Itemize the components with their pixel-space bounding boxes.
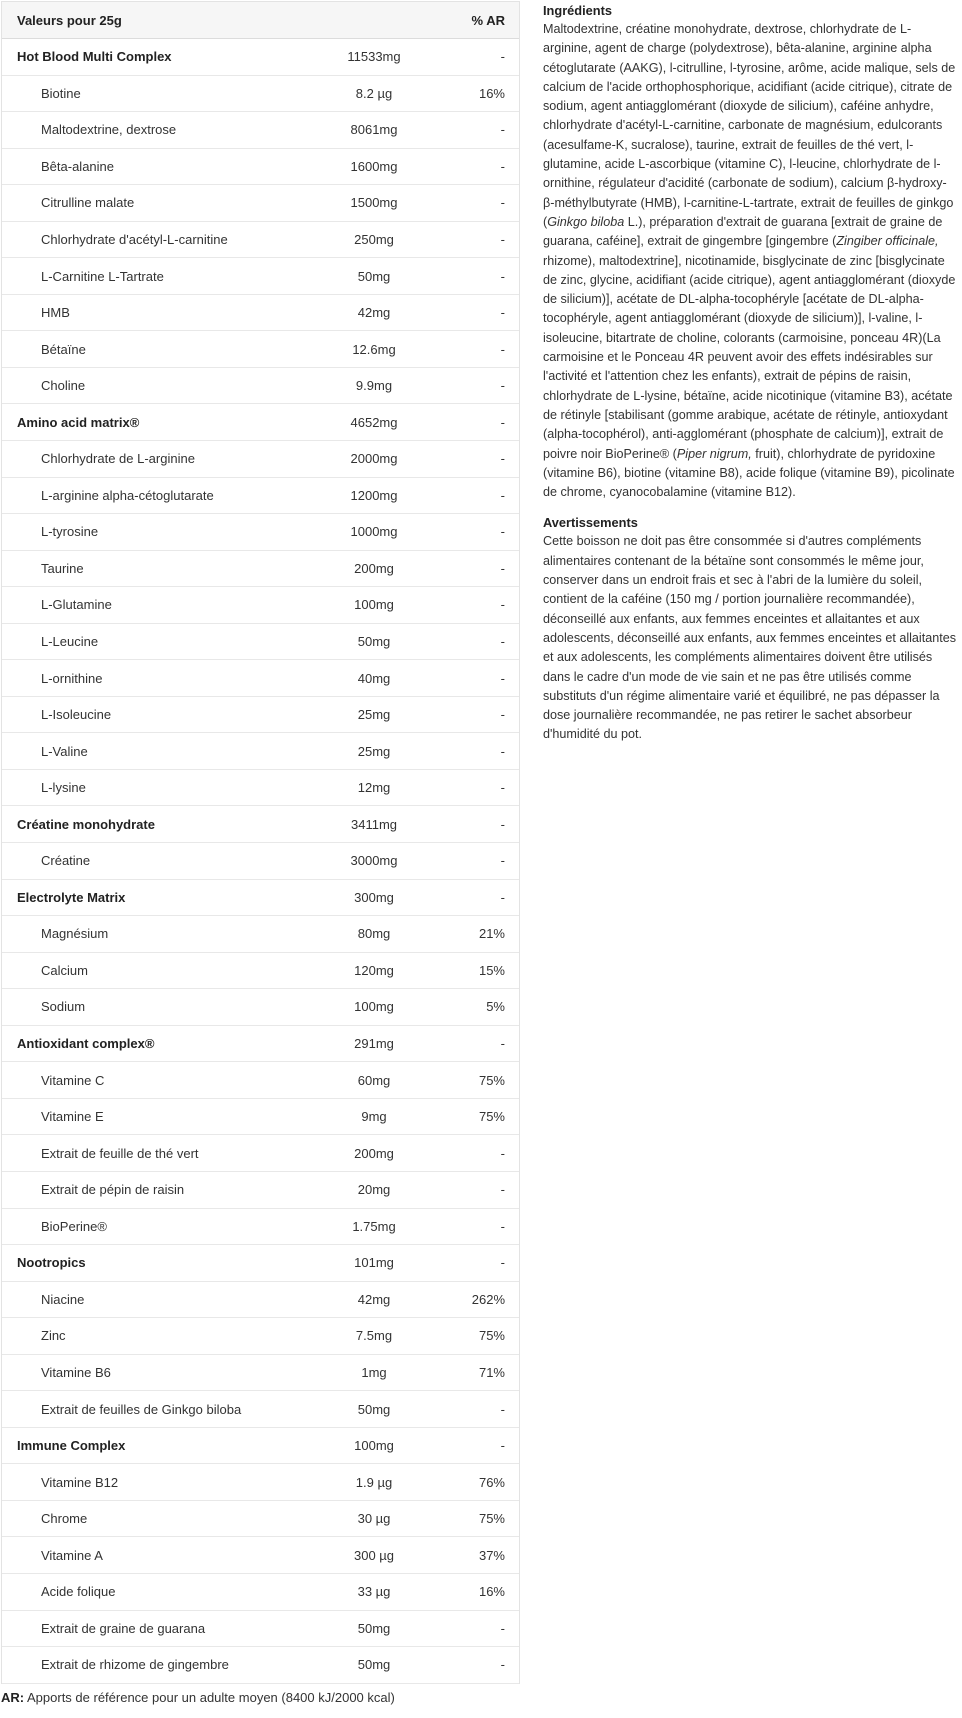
nutrient-reference-intake: - bbox=[439, 1610, 519, 1647]
nutrient-reference-intake: - bbox=[439, 148, 519, 185]
nutrient-name: L-arginine alpha-cétoglutarate bbox=[2, 477, 309, 514]
nutrient-reference-intake: - bbox=[439, 1427, 519, 1464]
ingredient-text-segment: fruit), chlorhydrate de pyridoxine (vitamine B6), biotine (vitamine B8), acide folique (vitamine B9), picolinate de chrome, cyanocobalamine (vitamine B12). bbox=[543, 446, 955, 500]
nutrient-amount: 25mg bbox=[309, 733, 439, 770]
nutrient-amount: 8061mg bbox=[309, 112, 439, 149]
nutrient-reference-intake: 16% bbox=[439, 1573, 519, 1610]
nutrient-reference-intake: - bbox=[439, 514, 519, 551]
table-row bbox=[2, 367, 519, 404]
nutrient-amount: 120mg bbox=[309, 952, 439, 989]
nutrient-amount: 200mg bbox=[309, 550, 439, 587]
table-row bbox=[2, 294, 519, 331]
table-row bbox=[2, 1464, 519, 1501]
nutrient-reference-intake: - bbox=[439, 623, 519, 660]
nutrient-name: Bêta-alanine bbox=[2, 148, 309, 185]
nutrient-amount: 12.6mg bbox=[309, 331, 439, 368]
nutrient-reference-intake: - bbox=[439, 660, 519, 697]
nutrient-name: Immune Complex bbox=[2, 1427, 309, 1464]
nutrient-reference-intake: - bbox=[439, 404, 519, 441]
nutrient-amount: 11533mg bbox=[309, 39, 439, 76]
nutrient-amount: 100mg bbox=[309, 989, 439, 1026]
warnings-section bbox=[543, 513, 958, 744]
table-header-row bbox=[2, 2, 519, 39]
nutrient-reference-intake: - bbox=[439, 733, 519, 770]
nutrient-amount: 50mg bbox=[309, 1391, 439, 1428]
nutrient-name: Extrait de pépin de raisin bbox=[2, 1171, 309, 1208]
table-group-row bbox=[2, 1025, 519, 1062]
nutrient-amount: 1500mg bbox=[309, 185, 439, 222]
nutrient-name: L-tyrosine bbox=[2, 514, 309, 551]
nutrient-name: Bétaïne bbox=[2, 331, 309, 368]
nutrient-reference-intake: 15% bbox=[439, 952, 519, 989]
table-row bbox=[2, 1098, 519, 1135]
nutrient-amount: 100mg bbox=[309, 1427, 439, 1464]
nutrient-amount: 40mg bbox=[309, 660, 439, 697]
nutrient-amount: 9.9mg bbox=[309, 367, 439, 404]
nutrient-amount: 50mg bbox=[309, 623, 439, 660]
table-row bbox=[2, 185, 519, 222]
table-row bbox=[2, 660, 519, 697]
nutrient-name: Extrait de feuilles de Ginkgo biloba bbox=[2, 1391, 309, 1428]
table-row bbox=[2, 1573, 519, 1610]
table-row bbox=[2, 112, 519, 149]
nutrient-name: Amino acid matrix® bbox=[2, 404, 309, 441]
table-row bbox=[2, 1610, 519, 1647]
warnings-title: Avertissements bbox=[543, 515, 638, 531]
table-row bbox=[2, 148, 519, 185]
nutrient-reference-intake: - bbox=[439, 1391, 519, 1428]
ingredients-text bbox=[543, 20, 958, 502]
table-row bbox=[2, 623, 519, 660]
nutrient-amount: 50mg bbox=[309, 258, 439, 295]
nutrient-name: Sodium bbox=[2, 989, 309, 1026]
nutrient-name: HMB bbox=[2, 294, 309, 331]
nutrient-amount: 291mg bbox=[309, 1025, 439, 1062]
nutrient-reference-intake: 75% bbox=[439, 1098, 519, 1135]
ingredient-text-segment: L.), préparation d'extrait de guarana [extrait de graine de guarana, caféine], extrait de gingembre [gingembre ( bbox=[543, 214, 943, 249]
header-reference-intake: % AR bbox=[439, 2, 519, 39]
table-group-row bbox=[2, 806, 519, 843]
table-row bbox=[2, 1208, 519, 1245]
nutrient-reference-intake: - bbox=[439, 39, 519, 76]
nutrient-amount: 3411mg bbox=[309, 806, 439, 843]
nutrient-reference-intake: - bbox=[439, 294, 519, 331]
nutrient-amount: 1.9 µg bbox=[309, 1464, 439, 1501]
nutrient-reference-intake: 16% bbox=[439, 75, 519, 112]
nutrient-name: Extrait de feuille de thé vert bbox=[2, 1135, 309, 1172]
nutrient-name: Vitamine C bbox=[2, 1062, 309, 1099]
ingredient-latin-name: Ginkgo biloba bbox=[547, 214, 625, 229]
table-row bbox=[2, 1135, 519, 1172]
nutrient-reference-intake: 21% bbox=[439, 916, 519, 953]
product-info-panel bbox=[543, 1, 958, 745]
nutrient-amount: 42mg bbox=[309, 1281, 439, 1318]
ingredient-latin-name: Piper nigrum, bbox=[676, 446, 752, 461]
nutrient-amount: 100mg bbox=[309, 587, 439, 624]
nutrient-amount: 300mg bbox=[309, 879, 439, 916]
nutrient-name: L-ornithine bbox=[2, 660, 309, 697]
nutrient-name: Maltodextrine, dextrose bbox=[2, 112, 309, 149]
nutrient-name: Créatine bbox=[2, 843, 309, 880]
table-row bbox=[2, 1062, 519, 1099]
nutrient-reference-intake: - bbox=[439, 1647, 519, 1684]
table-row bbox=[2, 733, 519, 770]
table-row bbox=[2, 952, 519, 989]
nutrient-reference-intake: 37% bbox=[439, 1537, 519, 1574]
nutrient-reference-intake: - bbox=[439, 587, 519, 624]
nutrient-reference-intake: - bbox=[439, 112, 519, 149]
nutrient-name: Calcium bbox=[2, 952, 309, 989]
nutrition-table-container bbox=[1, 1, 520, 1684]
nutrient-amount: 60mg bbox=[309, 1062, 439, 1099]
table-row bbox=[2, 843, 519, 880]
nutrient-name: Acide folique bbox=[2, 1573, 309, 1610]
nutrient-amount: 9mg bbox=[309, 1098, 439, 1135]
table-group-row bbox=[2, 1427, 519, 1464]
nutrient-name: Niacine bbox=[2, 1281, 309, 1318]
nutrition-table-body bbox=[2, 39, 519, 1684]
nutrient-name: L-Glutamine bbox=[2, 587, 309, 624]
nutrient-amount: 200mg bbox=[309, 1135, 439, 1172]
warnings-text: Cette boisson ne doit pas être consommée si d'autres compléments alimentaires contenant de la bétaïne sont consommés le même jour, conserver dans un endroit frais et sec à l'abri de la lumière du soleil, contient de la caféine (150 mg / portion journalière recommandée), déconseillé aux enfants, aux femmes enceintes et allaitantes et aux adolescents, déconseillé aux enfants, aux femmes enceintes et allaitantes et aux adolescents, les compléments alimentaires doivent être utilisés dans le cadre d'un mode de vie sain et ne pas être utilisés comme substituts d'un régime alimentaire varié et équilibré, ne pas dépasser la dose journalière recommandée, ne pas retirer le sachet absorbeur d'humidité du pot. bbox=[543, 534, 957, 742]
nutrient-name: Vitamine E bbox=[2, 1098, 309, 1135]
nutrient-name: Chlorhydrate de L-arginine bbox=[2, 441, 309, 478]
nutrient-name: Hot Blood Multi Complex bbox=[2, 39, 309, 76]
nutrient-amount: 42mg bbox=[309, 294, 439, 331]
table-row bbox=[2, 916, 519, 953]
nutrient-amount: 33 µg bbox=[309, 1573, 439, 1610]
ingredients-title: Ingrédients bbox=[543, 3, 612, 18]
nutrient-amount: 250mg bbox=[309, 221, 439, 258]
nutrient-reference-intake: - bbox=[439, 550, 519, 587]
nutrient-name: Extrait de graine de guarana bbox=[2, 1610, 309, 1647]
nutrient-reference-intake: - bbox=[439, 696, 519, 733]
nutrient-reference-intake: - bbox=[439, 1245, 519, 1282]
nutrient-reference-intake: - bbox=[439, 367, 519, 404]
nutrient-name: Citrulline malate bbox=[2, 185, 309, 222]
table-row bbox=[2, 989, 519, 1026]
nutrient-name: L-Isoleucine bbox=[2, 696, 309, 733]
nutrient-reference-intake: - bbox=[439, 879, 519, 916]
header-serving: Valeurs pour 25g bbox=[2, 2, 309, 39]
table-row bbox=[2, 75, 519, 112]
table-row bbox=[2, 1318, 519, 1355]
table-row bbox=[2, 1537, 519, 1574]
nutrient-name: Vitamine B6 bbox=[2, 1354, 309, 1391]
table-group-row bbox=[2, 879, 519, 916]
nutrient-reference-intake: 75% bbox=[439, 1500, 519, 1537]
nutrient-amount: 25mg bbox=[309, 696, 439, 733]
ingredient-text-segment: Maltodextrine, créatine monohydrate, dextrose, chlorhydrate de L-arginine, agent de charge (polydextrose), bêta-alanine, arginine alpha cétoglutarate (AAKG), l-citrulline, l-tyrosine, arôme, acide malique, sels de calcium de l'acide orthophosphorique, acidifiant (acide citrique), citrate de sodium, agent antiagglomérant (dioxyde de silicium), caféine anhydre, chlorhydrate d'acétyl-L-carnitine, carbonate de magnésium, edulcorants (acesulfame-K, sucralose), taurine, extrait de feuilles de thé vert, l-glutamine, acide L-ascorbique (vitamine C), l-leucine, chlorhydrate de l-ornithine, régulateur d'acidité (carbonate de sodium), calcium β-hydroxy-β-méthylbutyrate (HMB), l-carnitine-L-tartrate, extrait de feuilles de ginkgo ( bbox=[543, 22, 956, 229]
footnote-text: Apports de référence pour un adulte moyen (8400 kJ/2000 kcal) bbox=[24, 1690, 395, 1705]
nutrient-reference-intake: - bbox=[439, 185, 519, 222]
nutrient-amount: 12mg bbox=[309, 769, 439, 806]
nutrient-amount: 1600mg bbox=[309, 148, 439, 185]
header-amount bbox=[309, 2, 439, 39]
nutrient-amount: 7.5mg bbox=[309, 1318, 439, 1355]
table-group-row bbox=[2, 39, 519, 76]
nutrient-name: Vitamine A bbox=[2, 1537, 309, 1574]
table-row bbox=[2, 441, 519, 478]
table-row bbox=[2, 477, 519, 514]
nutrient-reference-intake: - bbox=[439, 1025, 519, 1062]
table-row bbox=[2, 258, 519, 295]
nutrient-name: L-Carnitine L-Tartrate bbox=[2, 258, 309, 295]
nutrient-amount: 1000mg bbox=[309, 514, 439, 551]
nutrient-name: L-lysine bbox=[2, 769, 309, 806]
nutrient-reference-intake: - bbox=[439, 331, 519, 368]
nutrient-amount: 80mg bbox=[309, 916, 439, 953]
nutrient-reference-intake: 5% bbox=[439, 989, 519, 1026]
table-group-row bbox=[2, 1245, 519, 1282]
nutrient-reference-intake: - bbox=[439, 769, 519, 806]
nutrient-reference-intake: 76% bbox=[439, 1464, 519, 1501]
nutrient-reference-intake: - bbox=[439, 221, 519, 258]
ingredient-latin-name: Zingiber officinale, bbox=[836, 234, 939, 249]
nutrient-name: Antioxidant complex® bbox=[2, 1025, 309, 1062]
nutrient-name: Vitamine B12 bbox=[2, 1464, 309, 1501]
nutrient-name: Zinc bbox=[2, 1318, 309, 1355]
nutrient-amount: 300 µg bbox=[309, 1537, 439, 1574]
nutrient-reference-intake: 262% bbox=[439, 1281, 519, 1318]
nutrient-reference-intake: - bbox=[439, 1171, 519, 1208]
table-row bbox=[2, 221, 519, 258]
ingredients-section bbox=[543, 1, 958, 502]
table-row bbox=[2, 514, 519, 551]
nutrient-reference-intake: 75% bbox=[439, 1062, 519, 1099]
nutrient-reference-intake: 75% bbox=[439, 1318, 519, 1355]
nutrient-name: Choline bbox=[2, 367, 309, 404]
nutrient-name: Chlorhydrate d'acétyl-L-carnitine bbox=[2, 221, 309, 258]
footnote-label: AR: bbox=[1, 1690, 25, 1705]
table-row bbox=[2, 769, 519, 806]
nutrient-amount: 1200mg bbox=[309, 477, 439, 514]
ingredient-text-segment: rhizome), maltodextrine], nicotinamide, bisglycinate de zinc [bisglycinate de zinc, glycine, acidifiant (acide citrique), agent antiagglomérant (dioxyde de silicium)], acétate de DL-alpha-tocophéryle [acétate de DL-alpha-tocophéryle, agent antiagglomérant (dioxyde de silicium)], l-valine, l-isoleucine, bitartrate de choline, colorants (carmoisine, ponceau 4R)(La carmoisine et le Ponceau 4R peuvent avoir des effets indésirables sur l'activité et l'attention chez les enfants), extrait de pépins de raisin, chlorhydrate de L-lysine, bétaïne, acide nicotinique (vitamine B3), acétate de rétinyle [stabilisant (gomme arabique, acétate de rétinyle, antioxydant (alpha-tocophérol), anti-agglomérant (phosphate de calcium)], extrait de poivre noir BioPerine® ( bbox=[543, 253, 956, 461]
table-row bbox=[2, 1281, 519, 1318]
nutrient-reference-intake: - bbox=[439, 258, 519, 295]
nutrient-amount: 1.75mg bbox=[309, 1208, 439, 1245]
nutrient-amount: 101mg bbox=[309, 1245, 439, 1282]
nutrient-amount: 3000mg bbox=[309, 843, 439, 880]
table-row bbox=[2, 331, 519, 368]
nutrient-reference-intake: - bbox=[439, 843, 519, 880]
nutrient-reference-intake: 71% bbox=[439, 1354, 519, 1391]
reference-intake-footnote bbox=[1, 1690, 395, 1705]
table-row bbox=[2, 1391, 519, 1428]
nutrient-name: Nootropics bbox=[2, 1245, 309, 1282]
nutrient-name: Taurine bbox=[2, 550, 309, 587]
nutrient-name: Chrome bbox=[2, 1500, 309, 1537]
table-row bbox=[2, 696, 519, 733]
nutrient-reference-intake: - bbox=[439, 806, 519, 843]
nutrient-amount: 2000mg bbox=[309, 441, 439, 478]
table-group-row bbox=[2, 404, 519, 441]
nutrient-name: L-Valine bbox=[2, 733, 309, 770]
nutrient-name: Electrolyte Matrix bbox=[2, 879, 309, 916]
nutrient-reference-intake: - bbox=[439, 1208, 519, 1245]
nutrient-name: BioPerine® bbox=[2, 1208, 309, 1245]
nutrient-amount: 30 µg bbox=[309, 1500, 439, 1537]
nutrient-reference-intake: - bbox=[439, 1135, 519, 1172]
nutrient-name: L-Leucine bbox=[2, 623, 309, 660]
table-row bbox=[2, 1171, 519, 1208]
nutrient-amount: 20mg bbox=[309, 1171, 439, 1208]
table-row bbox=[2, 550, 519, 587]
nutrient-name: Biotine bbox=[2, 75, 309, 112]
nutrient-amount: 50mg bbox=[309, 1647, 439, 1684]
nutrient-reference-intake: - bbox=[439, 441, 519, 478]
nutrient-amount: 8.2 µg bbox=[309, 75, 439, 112]
table-row bbox=[2, 587, 519, 624]
nutrient-name: Extrait de rhizome de gingembre bbox=[2, 1647, 309, 1684]
nutrient-name: Créatine monohydrate bbox=[2, 806, 309, 843]
nutrient-amount: 50mg bbox=[309, 1610, 439, 1647]
nutrition-table bbox=[2, 2, 519, 1684]
table-row bbox=[2, 1500, 519, 1537]
table-row bbox=[2, 1647, 519, 1684]
nutrient-amount: 4652mg bbox=[309, 404, 439, 441]
table-row bbox=[2, 1354, 519, 1391]
nutrient-reference-intake: - bbox=[439, 477, 519, 514]
nutrient-amount: 1mg bbox=[309, 1354, 439, 1391]
nutrient-name: Magnésium bbox=[2, 916, 309, 953]
